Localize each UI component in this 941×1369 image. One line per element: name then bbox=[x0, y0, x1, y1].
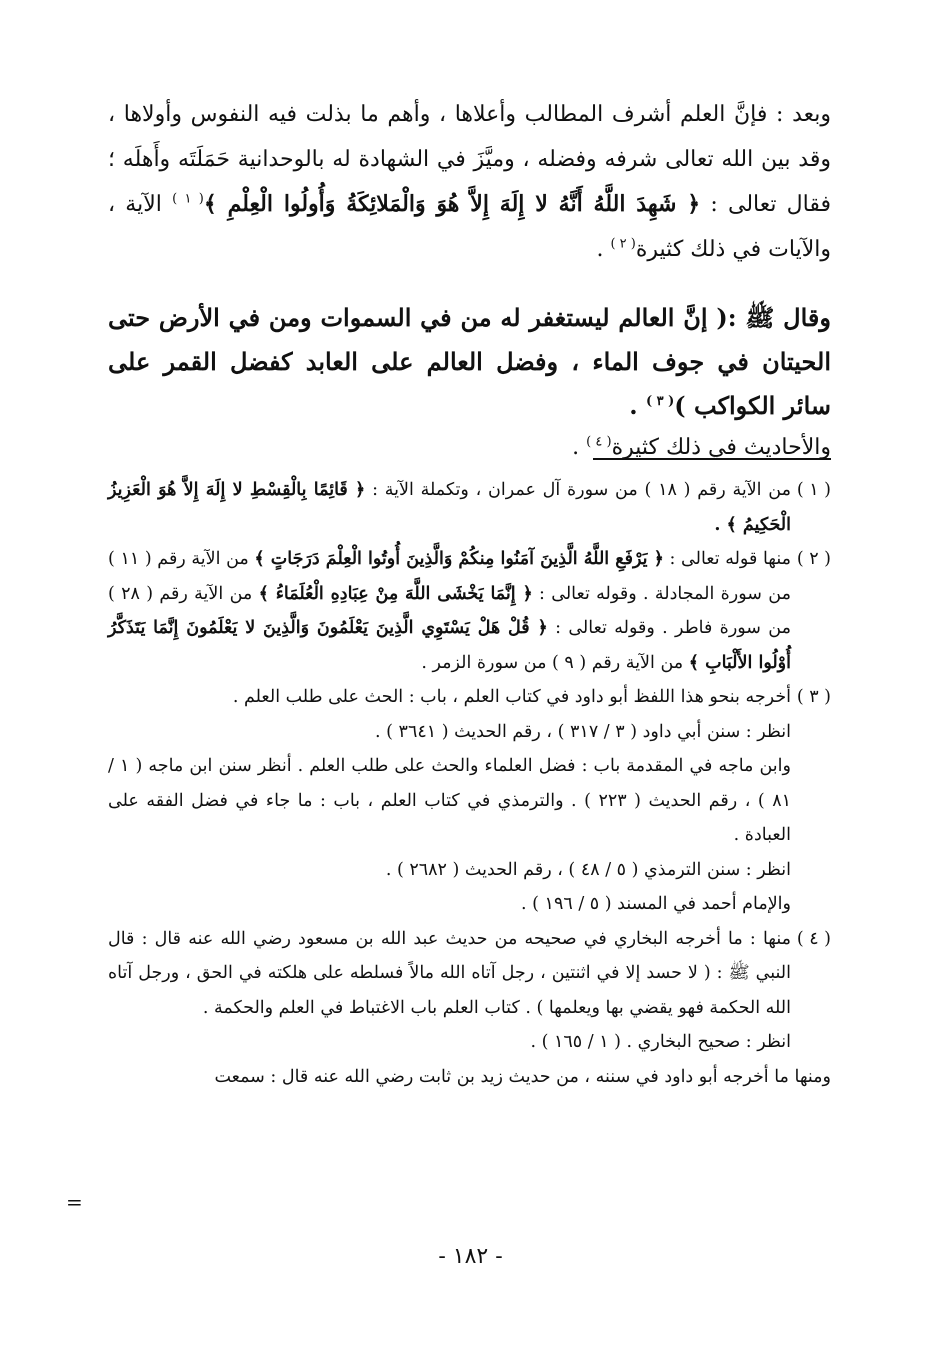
footnote-text: من الآية رقم ( ١١ ) من سورة المجادلة . وقوله تعالى : bbox=[108, 549, 791, 604]
footnote-line: انظر : سنن أبي داود ( ٣ / ٣١٧ ) ، رقم الحديث ( ٣٦٤١ ) . bbox=[375, 721, 791, 742]
footnote-line: والإمام أحمد في المسند ( ٥ / ١٩٦ ) . bbox=[521, 894, 791, 914]
hadith-text: وقال ﷺ :( إنَّ العالم ليستغفر له من في السموات ومن في الأرض حتى الحيتان في جوف الماء ، وفضل العالم على العابد كفضل القمر على سائر الكواكب ) bbox=[108, 303, 832, 420]
footnote-divider bbox=[593, 458, 831, 460]
quran-verse: ﴿ قُلْ هَلْ يَسْتَوِي الَّذِينَ يَعْلَمُونَ وَالَّذِينَ لا يَعْلَمُونَ إِنَّمَا يَتَذَكَّرُ أُوْلُوا الأَلْبَابِ ﴾ bbox=[108, 618, 791, 673]
footnote-line: وابن ماجه في المقدمة باب : فضل العلماء والحث على طلب العلم . أنظر سنن ابن ماجه ( ١ / ٨١ ) ، رقم الحديث ( ٢٢٣ ) . والترمذي في كتاب العلم ، باب : ما جاء في فضل الفقه على العبادة . bbox=[108, 756, 791, 845]
intro-paragraph bbox=[108, 92, 831, 272]
footnote-4 bbox=[108, 922, 831, 1060]
footnote-continued: ومنها ما أخرجه أبو داود في سننه ، من حديث زيد بن ثابت رضي الله عنه قال : سمعت bbox=[214, 1066, 831, 1087]
footnote-text: منها قوله تعالى : bbox=[669, 549, 791, 569]
main-text bbox=[108, 92, 831, 468]
footnote-number: ( ١ ) bbox=[796, 480, 831, 500]
footnote-text: من الآية رقم ( ٩ ) من سورة الزمر . bbox=[421, 652, 684, 673]
footnote-number: ( ٣ ) bbox=[796, 687, 831, 707]
footnote-line: انظر : صحيح البخاري . ( ١ / ١٦٥ ) . bbox=[530, 1032, 791, 1052]
footnote-number: ( ٢ ) bbox=[796, 549, 831, 569]
closing-text: والأحاديث في ذلك كثيرة bbox=[611, 435, 831, 460]
footnote-1 bbox=[108, 473, 831, 542]
quran-verse: ﴿ قَائِمًا بِالْقِسْطِ لا إِلَهَ إِلاَّ هُوَ الْعَزِيزُ الْحَكِيمُ ﴾ . bbox=[108, 480, 791, 535]
footnote-line: منها : ما أخرجه البخاري في صحيحه من حديث عبد الله بن مسعود رضي الله عنه قال : قال النبي ﷺ : ( لا حسد إلا في اثنتين ، رجل آتاه الله مالاً فسلطه على هلكته في الحق ، ورجل آتاه الله الحكمة فهو يقضي بها ويعلمها ) . كتاب العلم باب الاغتباط في العلم والحكمة . bbox=[108, 928, 791, 1018]
footnote-ref-1[interactable]: ( ١ ) bbox=[172, 191, 204, 207]
footnote-3 bbox=[108, 680, 831, 922]
footnote-text: من الآية رقم ( ٢٨ ) من سورة فاطر . وقوله تعالى : bbox=[108, 583, 791, 638]
period: . bbox=[596, 237, 604, 262]
footnote-2 bbox=[108, 542, 831, 680]
footnotes bbox=[108, 473, 831, 1094]
footnote-line: انظر : سنن الترمذي ( ٥ / ٤٨ ) ، رقم الحديث ( ٢٦٨٢ ) . bbox=[385, 859, 791, 880]
page-number: - ١٨٢ - bbox=[438, 1244, 503, 1269]
footnote-ref-4[interactable]: ( ٤ ) bbox=[586, 434, 612, 450]
period: . bbox=[572, 435, 580, 460]
footnote-ref-3[interactable]: ( ٣ ) bbox=[645, 394, 675, 409]
footnote-ref-2[interactable]: ( ٢ ) bbox=[610, 236, 636, 252]
footnote-number: ( ٤ ) bbox=[796, 928, 831, 949]
continuation-mark: = bbox=[66, 1190, 83, 1214]
hadith-paragraph bbox=[108, 296, 831, 428]
intro-text: وبعد : فإنَّ العلم أشرف المطالب وأعلاها ، وأهم ما بذلت فيه النفوس وأولاها ، وقد بين الله تعالى شرفه وفضله ، وميَّزَ في الشهادة له بالوحدانية حَمَلَتَه وأَهلَه ؛ فقال تعالى : bbox=[108, 102, 831, 217]
quran-verse: ﴿ شَهِدَ اللَّهُ أَنَّهُ لا إِلَهَ إِلاَّ هُوَ وَالْمَلائِكَةُ وَأُولُوا الْعِلْمِ ﴾ bbox=[203, 191, 701, 217]
footnote-line: أخرجه بنحو هذا اللفظ أبو داود في كتاب العلم ، باب : الحث على طلب العلم . bbox=[232, 687, 791, 707]
intro-text-continued: الآية ، والآيات في ذلك كثيرة bbox=[108, 192, 831, 262]
footnote-text: من الآية رقم ( ١٨ ) من سورة آل عمران ، وتكملة الآية : bbox=[372, 480, 791, 500]
quran-verse: ﴿ إِنَّمَا يَخْشَى اللَّهَ مِنْ عِبَادِهِ الْعُلَمَاءُ ﴾ bbox=[258, 583, 533, 604]
quran-verse: ﴿ يَرْفَعِ اللَّهُ الَّذِينَ آمَنُوا مِنكُمْ وَالَّذِينَ أُوتُوا الْعِلْمَ دَرَجَاتٍ ﴾ bbox=[254, 549, 664, 569]
closing-paragraph bbox=[108, 428, 831, 468]
period: . bbox=[629, 391, 638, 420]
